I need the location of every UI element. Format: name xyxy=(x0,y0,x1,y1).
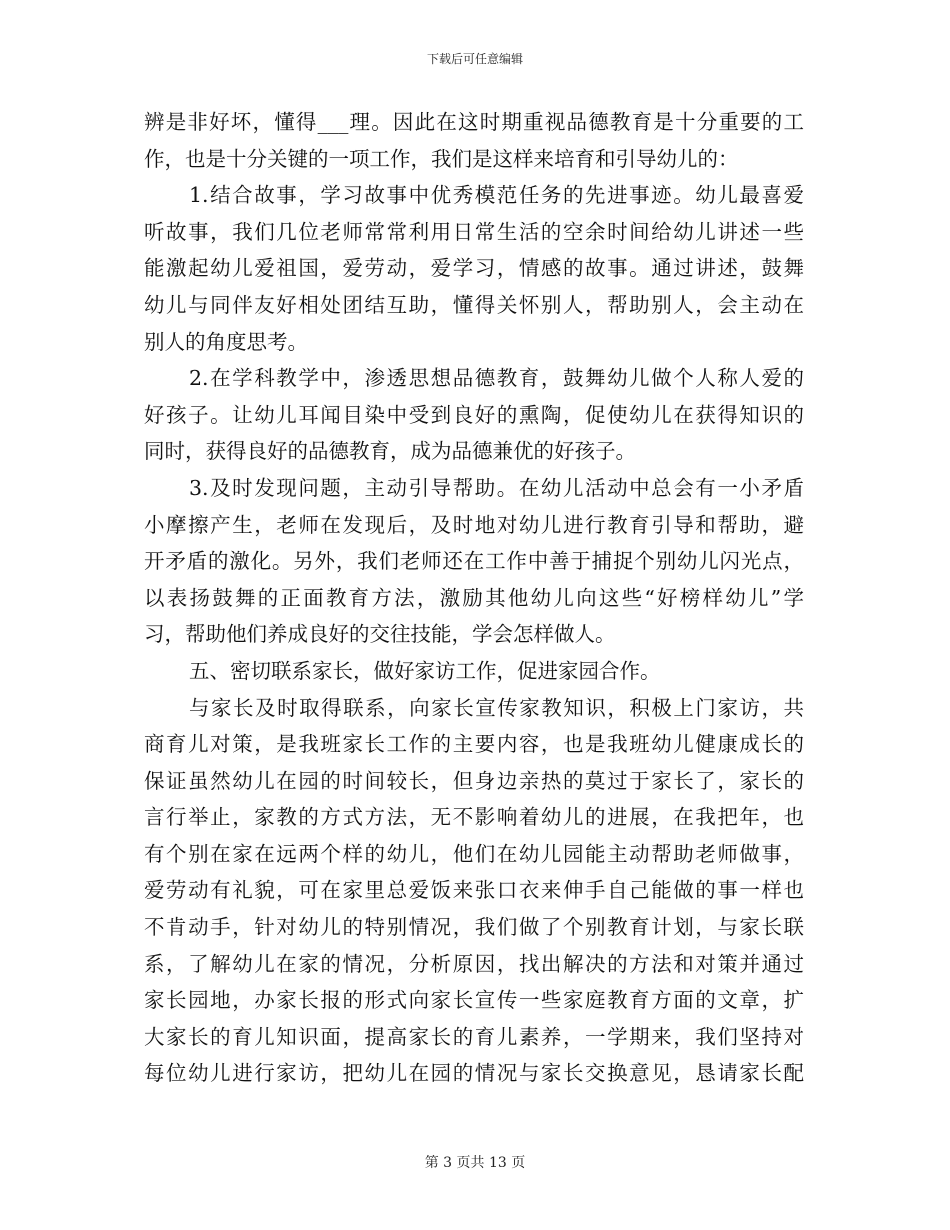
text-line: 开矛盾的激化。另外，我们老师还在工作中善于捕捉个别幼儿闪光点， xyxy=(144,549,804,574)
text-line: 辨是非好坏，懂得___理。因此在这时期重视品德教育是十分重要的工 xyxy=(144,110,804,134)
text-line: 听故事，我们几位老师常常利用日常生活的空余时间给幼儿讲述一些 xyxy=(144,219,804,244)
text-line: 不肯动手，针对幼儿的特别情况，我们做了个别教育计划，与家长联 xyxy=(144,915,804,940)
text-line: 3.及时发现问题，主动引导帮助。在幼儿活动中总会有一小矛盾 xyxy=(189,475,804,500)
text-line: 保证虽然幼儿在园的时间较长，但身边亲热的莫过于家长了，家长的 xyxy=(144,768,804,793)
text-line: 有个别在家在远两个样的幼儿，他们在幼儿园能主动帮助老师做事， xyxy=(144,841,804,866)
text-line: 同时，获得良好的品德教育，成为品德兼优的好孩子。 xyxy=(144,439,636,464)
document-body xyxy=(144,104,804,1092)
text-line: 小摩擦产生，老师在发现后，及时地对幼儿进行教育引导和帮助，避 xyxy=(144,512,804,537)
paragraph-item-1 xyxy=(144,177,804,360)
text-line: 言行举止，家教的方式方法，无不影响着幼儿的进展，在我把年，也 xyxy=(144,805,804,830)
text-line: 别人的角度思考。 xyxy=(144,329,308,354)
page-number: 第 3 页共 13 页 xyxy=(424,1155,526,1171)
text-line: 好孩子。让幼儿耳闻目染中受到良好的熏陶，促使幼儿在获得知识的 xyxy=(144,402,804,427)
text-line: 1.结合故事，学习故事中优秀模范任务的先进事迹。幼儿最喜爱 xyxy=(189,183,804,208)
section-heading-5 xyxy=(144,653,804,690)
text-line: 与家长及时取得联系，向家长宣传家教知识，积极上门家访，共 xyxy=(189,695,804,720)
text-line: 商育儿对策，是我班家长工作的主要内容，也是我班幼儿健康成长的 xyxy=(144,732,804,757)
text-line: 习，帮助他们养成良好的交往技能，学会怎样做人。 xyxy=(144,622,616,647)
paragraph-intro xyxy=(144,104,804,177)
text-line: 家长园地，办家长报的形式向家长宣传一些家庭教育方面的文章，扩 xyxy=(144,988,804,1013)
text-line: 爱劳动有礼貌，可在家里总爱饭来张口衣来伸手自己能做的事一样也 xyxy=(144,878,804,903)
text-line: 以表扬鼓舞的正面教育方法，激励其他幼儿向这些“好榜样幼儿”学 xyxy=(144,585,804,610)
text-line: 每位幼儿进行家访，把幼儿在园的情况与家长交换意见，恳请家长配 xyxy=(144,1061,804,1086)
text-line: 幼儿与同伴友好相处团结互助，懂得关怀别人，帮助别人，会主动在 xyxy=(144,292,804,317)
text-line: 系，了解幼儿在家的情况，分析原因，找出解决的方法和对策并通过 xyxy=(144,951,804,976)
page-header: 下载后可任意编辑 xyxy=(426,52,523,66)
text-line: 作，也是十分关键的一项工作，我们是这样来培育和引导幼儿的： xyxy=(144,146,739,171)
paragraph-family-cooperation xyxy=(144,690,804,1093)
text-line: 能激起幼儿爱祖国，爱劳动，爱学习，情感的故事。通过讲述，鼓舞 xyxy=(144,256,804,281)
paragraph-item-3 xyxy=(144,470,804,653)
paragraph-item-2 xyxy=(144,360,804,470)
section-heading: 五、密切联系家长，做好家访工作，促进家园合作。 xyxy=(189,658,661,683)
text-line: 2.在学科教学中，渗透思想品德教育，鼓舞幼儿做个人称人爱的 xyxy=(189,366,804,391)
text-line: 大家长的育儿知识面，提高家长的育儿素养，一学期来，我们坚持对 xyxy=(144,1024,804,1049)
